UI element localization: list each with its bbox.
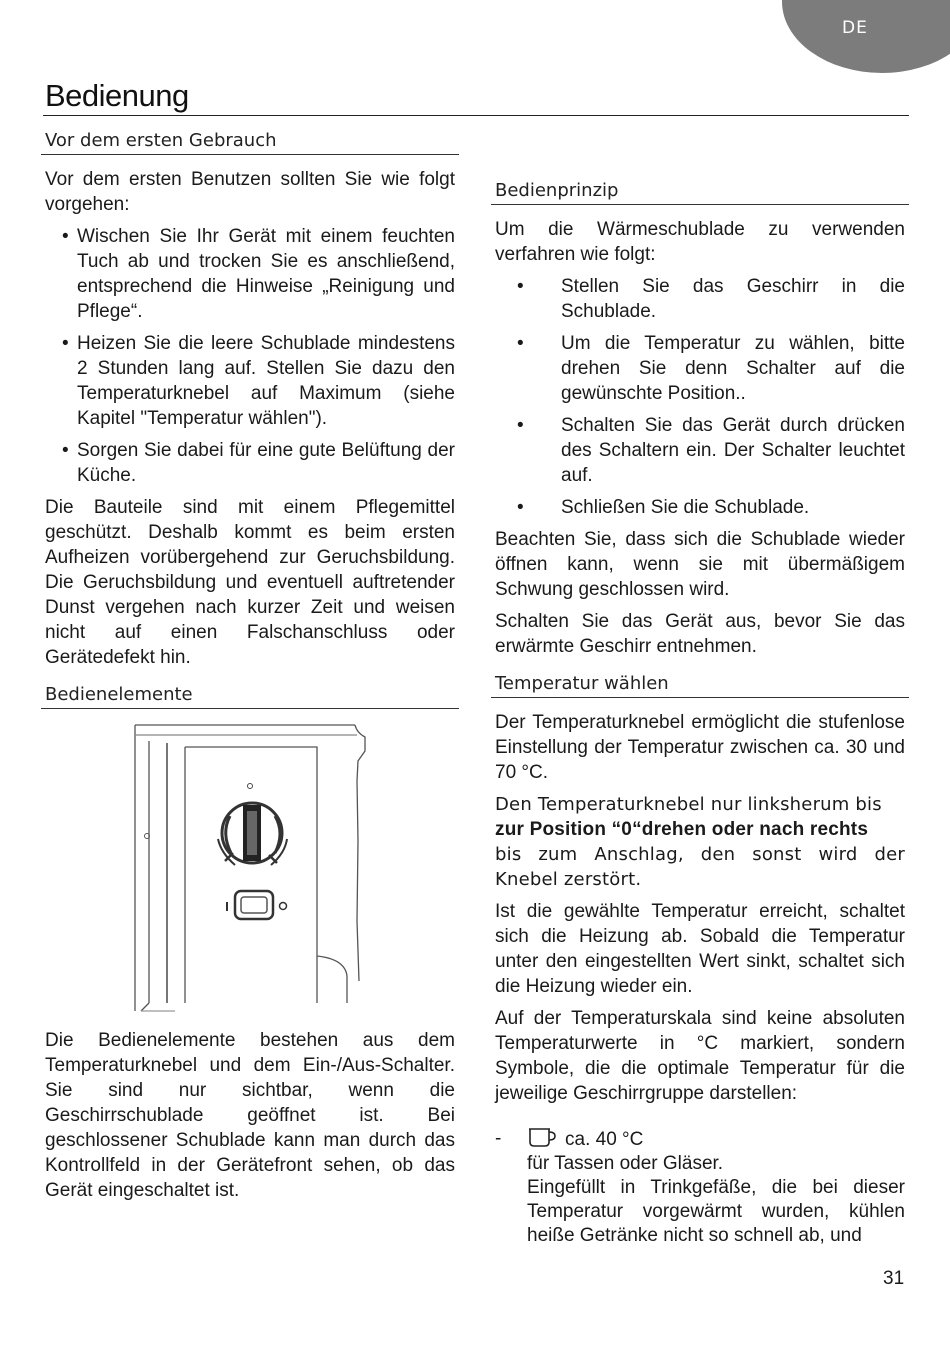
scale-paragraph: Auf der Temperaturskala sind keine absoluten Temperaturwerte in °C markiert, sondern Symbole, die die optimale Temperatur für die jeweilige Geschirrgruppe darstellen: (495, 1008, 905, 1104)
operating-step: • Stellen Sie das Geschirr in die Schublade. (495, 274, 905, 324)
right-column (495, 180, 905, 1248)
symbol-temperature: ca. 40 °C (565, 1129, 644, 1150)
first-use-step: • Sorgen Sie dabei für eine gute Belüftung der Küche. (45, 438, 455, 488)
operating-step: • Schließen Sie die Schublade. (495, 495, 905, 520)
temperature-range: Der Temperaturknebel ermöglicht die stufenlose Einstellung der Temperatur zwischen ca. 30 und 70 °C. (495, 712, 905, 783)
knob-warning-part: Den Temperaturknebel nur linksherum bis (495, 794, 882, 815)
first-use-intro: Vor dem ersten Benutzen sollten Sie wie folgt vorgehen: (45, 169, 455, 215)
page-title: Bedienung (45, 78, 189, 113)
thermostat-paragraph: Ist die gewählte Temperatur erreicht, schaltet sich die Heizung ab. Sobald die Temperatur unter den eingestellten Wert sinkt, schaltet sich die Heizung wieder ein. (495, 901, 905, 997)
cup-icon (527, 1126, 559, 1148)
first-use-step: • Heizen Sie die leere Schublade mindestens 2 Stunden lang auf. Stellen Sie dazu den Temperaturknebel auf Maximum (siehe Kapitel "Temperatur wählen"). (45, 331, 455, 431)
section-heading-operating-principle: Bedienprinzip (491, 180, 909, 205)
knob-warning-bold: zur Position “0“drehen oder nach rechts (495, 819, 869, 840)
list-dash: - (495, 1128, 502, 1149)
symbol-description: Eingefüllt in Trinkgefäße, die bei dieser Temperatur vorgewärmt wurden, kühlen heiße Getränke nicht so schnell ab, und (527, 1177, 905, 1246)
drawer-warning: Beachten Sie, dass sich die Schublade wieder öffnen kann, wenn sie mit übermäßigem Schwung geschlossen wird. (495, 529, 905, 600)
knob-warning (495, 792, 905, 892)
controls-paragraph: Die Bedienelemente bestehen aus dem Temperaturknebel und dem Ein-/Aus-Schalter. Sie sind nur sichtbar, wenn die Geschirrschublade geöffnet ist. Bei geschlossener Schublade kann man durch das Kontrollfeld in der Gerätefront sehen, ob das Gerät eingeschaltet ist. (45, 1030, 455, 1201)
operating-intro: Um die Wärmeschublade zu verwenden verfahren wie folgt: (495, 219, 905, 265)
symbol-line (527, 1126, 905, 1152)
left-column (45, 130, 455, 1210)
first-use-step: • Wischen Sie Ihr Gerät mit einem feuchten Tuch ab und trocken Sie es anschließend, entsprechend die Hinweise „Reinigung und Pflege“. (45, 224, 455, 324)
title-divider (43, 115, 909, 116)
switch-off-note: Schalten Sie das Gerät aus, bevor Sie das erwärmte Geschirr entnehmen. (495, 611, 905, 657)
section-heading-first-use: Vor dem ersten Gebrauch (41, 130, 459, 155)
first-use-paragraph: Die Bauteile sind mit einem Pflegemittel geschützt. Deshalb kommt es beim ersten Aufheizen vorübergehend zur Geruchsbildung. Die Geruchsbildung und eventuell auftretender Dunst vergehen nach kurzer Zeit und weisen nicht auf einen Falschanschluss oder Gerätedefekt hin. (45, 497, 455, 668)
temperature-symbol-item (495, 1126, 905, 1248)
operating-steps (495, 274, 905, 520)
symbol-usage: für Tassen oder Gläser. (527, 1153, 724, 1174)
knob-warning-part: bis zum Anschlag, den sonst wird der Knebel zerstört. (495, 844, 905, 890)
section-heading-temperature: Temperatur wählen (491, 673, 909, 698)
first-use-steps (45, 224, 455, 488)
operating-step: • Schalten Sie das Gerät durch drücken des Schaltern ein. Der Schalter leuchtet auf. (495, 413, 905, 488)
page-number: 31 (883, 1268, 905, 1289)
section-heading-controls: Bedienelemente (41, 684, 459, 709)
operating-step: • Um die Temperatur zu wählen, bitte drehen Sie denn Schalter auf die gewünschte Position.. (495, 331, 905, 406)
language-label: DE (842, 18, 868, 38)
control-panel-illustration (45, 721, 455, 1016)
